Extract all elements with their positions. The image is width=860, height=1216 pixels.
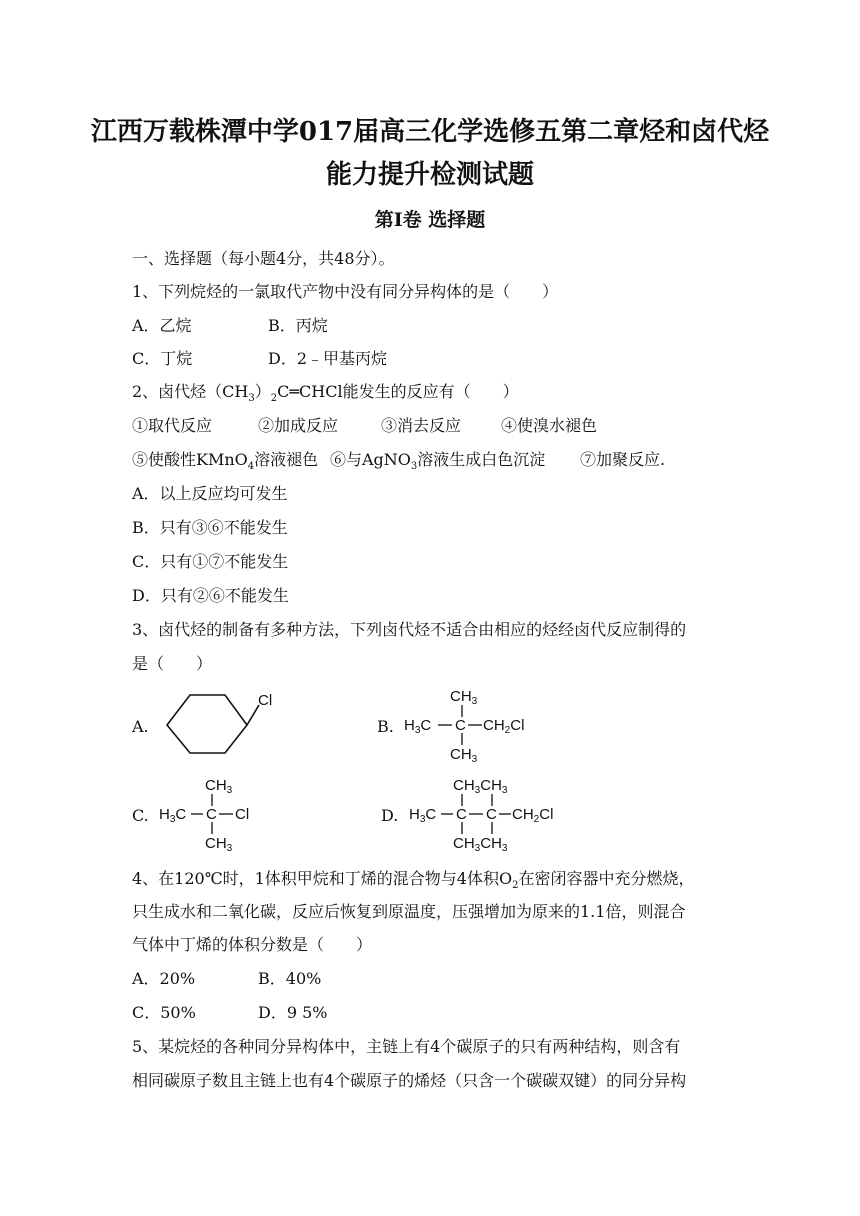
q2-option-c: C．只有①⑦不能发生 (132, 552, 289, 571)
svg-text:Cl: Cl (235, 806, 250, 823)
svg-text:CH3: $CH_3$ (205, 777, 233, 796)
q2-reaction-1: ①取代反应 (132, 416, 213, 435)
q4-option-c: C．50% (132, 1003, 196, 1022)
q2-reaction-5: ⑤使酸性KMnO$_4$溶液褪色 (132, 450, 319, 473)
document-title-line1: 江西万载株潭中学017届高三化学选修五第二章烃和卤代烃 (90, 117, 770, 147)
svg-text:CH3: $CH_3$ (450, 688, 478, 707)
q3-option-a-label: A. (132, 717, 149, 736)
q3-structure-b-neopentyl-chloride (400, 683, 560, 769)
q4-option-a: A．20% (132, 969, 196, 988)
svg-text:C: C (206, 806, 217, 823)
q4-stem-line2: 只生成水和二氧化碳，反应后恢复到原温度，压强增加为原来的1.1倍，则混合 (132, 902, 686, 921)
document-title-line2: 能力提升检测试题 (325, 160, 534, 190)
q2-reaction-2: ②加成反应 (258, 416, 339, 435)
q3-option-b-label: B. (377, 717, 394, 736)
svg-text:CH3CH3: $CH_3CH_3$ (453, 777, 508, 796)
svg-text:CH2Cl: $CH_2Cl$ (483, 717, 525, 736)
q2-reaction-6: ⑥与AgNO$_3$溶液生成白色沉淀 (330, 450, 546, 473)
svg-text:C: C (486, 806, 497, 823)
q1-stem: 1、下列烷烃的一氯取代产物中没有同分异构体的是（ ） (132, 282, 559, 301)
q4-stem-line3: 气体中丁烯的体积分数是（ ） (132, 935, 373, 954)
q3-stem-line1: 3、卤代烃的制备有多种方法，下列卤代烃不适合由相应的烃经卤代反应制得的 (132, 620, 687, 639)
q4-option-d: D．9 5% (258, 1003, 328, 1022)
svg-text:H3C: $H_3C$ (159, 806, 187, 825)
section-instructions: 一、选择题（每小题4分，共48分）。 (132, 249, 395, 268)
svg-text:CH3: $CH_3$ (205, 835, 233, 854)
q2-stem: 2、卤代烃$(CH_3)_2C═CHCl$能发生的反应有（ ） (132, 382, 519, 405)
q3-structure-c-tert-butyl-chloride (155, 772, 275, 858)
q2-reaction-3: ③消去反应 (381, 416, 462, 435)
q3-option-d-label: D. (381, 806, 399, 825)
svg-text:C: C (455, 717, 466, 734)
q2-reaction-7: ⑦加聚反应. (580, 450, 666, 469)
q1-option-d: D．2﹣甲基丙烷 (268, 349, 388, 368)
q1-option-c: C．丁烷 (132, 349, 193, 368)
svg-text:H3C: $H_3C$ (409, 806, 437, 825)
q3-structure-a-chlorocyclohexane (155, 685, 275, 765)
svg-text:H3C: $H_3C$ (404, 717, 432, 736)
q4-stem-line1: 4、在120℃时，1体积甲烷和丁烯的混合物与4体积$O_2$在密闭容器中充分燃烧， (132, 869, 695, 892)
section-heading: 第Ⅰ卷 选择题 (374, 209, 486, 231)
svg-text:Cl: Cl (258, 692, 273, 709)
q1-option-b: B．丙烷 (268, 316, 328, 335)
q5-stem-line2: 相同碳原子数且主链上也有4个碳原子的烯烃（只含一个碳碳双键）的同分异构 (132, 1071, 687, 1090)
svg-text:CH2Cl: $CH_2Cl$ (512, 806, 554, 825)
q2-option-a: A．以上反应均可发生 (132, 484, 288, 503)
svg-text:CH3: $CH_3$ (450, 746, 478, 765)
q5-stem-line1: 5、某烷烃的各种同分异构体中，主链上有4个碳原子的只有两种结构，则含有 (132, 1037, 681, 1056)
svg-text:C: C (456, 806, 467, 823)
q2-reaction-4: ④使溴水褪色 (501, 416, 598, 435)
svg-text:CH3CH3: $CH_3CH_3$ (453, 835, 508, 854)
q4-option-b: B．40% (258, 969, 322, 988)
q3-structure-d-tetramethyl-chlorobutane (405, 772, 575, 858)
q2-option-d: D．只有②⑥不能发生 (132, 586, 289, 605)
q1-option-a: A．乙烷 (132, 316, 192, 335)
q2-option-b: B．只有③⑥不能发生 (132, 518, 288, 537)
q3-option-c-label: C. (132, 806, 149, 825)
q3-stem-line2: 是（ ） (132, 654, 213, 673)
